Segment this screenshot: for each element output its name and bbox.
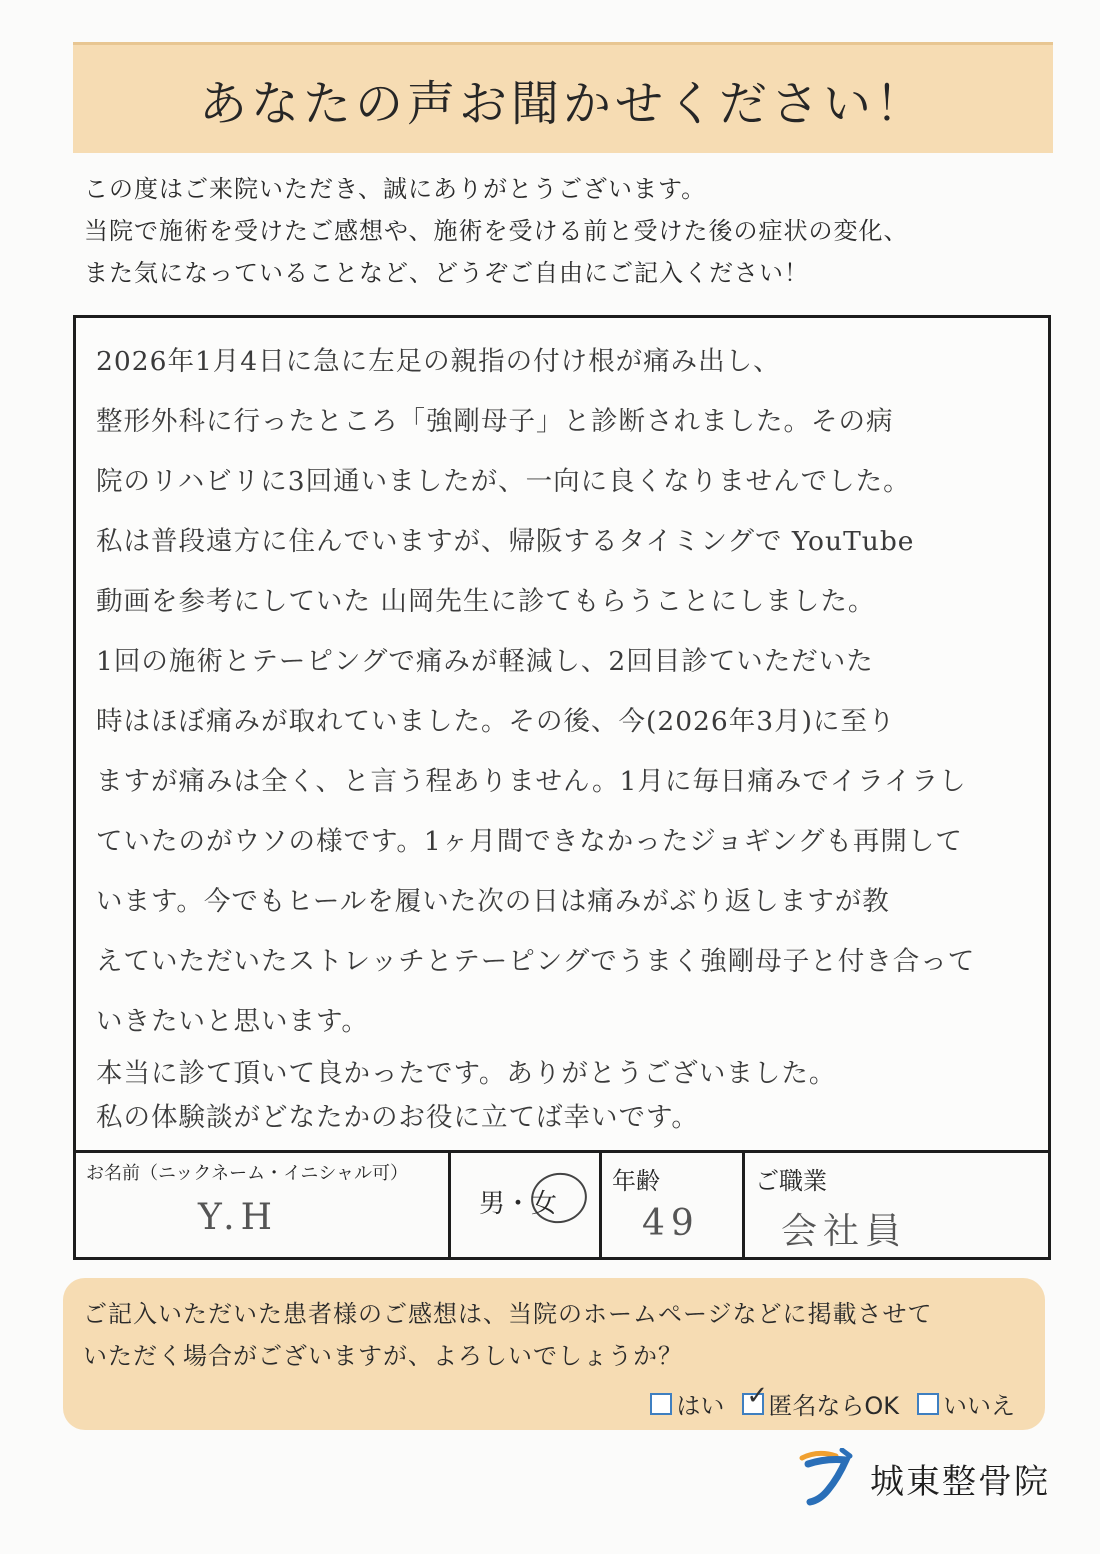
option-anonymous-ok[interactable] — [742, 1380, 899, 1421]
comment-line: ていたのがウソの様です。1ヶ月間できなかったジョギングも再開して — [96, 826, 963, 857]
consent-options — [650, 1380, 1015, 1421]
comment-line: 本当に診て頂いて良かったです。ありがとうございました。 — [96, 1058, 837, 1089]
gender-options: 男・女 — [479, 1189, 558, 1219]
comment-line: 時はほぼ痛みが取れていました。その後、今(2026年3月)に至り — [96, 706, 896, 737]
comment-line: えていただいたストレッチとテーピングでうまく強剛母子と付き合って — [96, 946, 976, 977]
consent-box — [63, 1278, 1045, 1430]
comment-line: 私の体験談がどなたかのお役に立てば幸いです。 — [96, 1102, 699, 1133]
check-mark-icon: ✓ — [746, 1380, 769, 1411]
clinic-logo-icon — [798, 1448, 856, 1508]
clinic-logo — [798, 1448, 1050, 1508]
name-label: お名前（ニックネーム・イニシャル可） — [86, 1163, 409, 1184]
gender-cell — [451, 1153, 602, 1257]
comment-line: いきたいと思います。 — [96, 1006, 369, 1037]
respondent-info-row — [73, 1151, 1051, 1260]
comment-line: います。今でもヒールを履いた次の日は痛みがぶり返しますが教 — [96, 886, 890, 917]
option-no[interactable] — [917, 1386, 1015, 1421]
page-title: あなたの声お聞かせください！ — [198, 75, 927, 132]
comment-line: 2026年1月4日に急に左足の親指の付け根が痛み出し、 — [96, 346, 781, 377]
occupation-cell — [745, 1153, 1048, 1257]
option-yes-label: はい — [676, 1392, 725, 1420]
occupation-label: ご職業 — [755, 1167, 827, 1195]
comment-line: 整形外科に行ったところ「強剛母子」と診断されました。その病 — [96, 406, 894, 437]
option-anonymous-ok-label: 匿名ならOK — [768, 1392, 899, 1420]
clinic-name: 城東整骨院 — [870, 1461, 1050, 1502]
comment-line: 1回の施術とテーピングで痛みが軽減し、2回目診ていただいた — [96, 646, 874, 677]
intro-line: また気になっていることなど、どうぞご自由にご記入ください！ — [84, 259, 809, 287]
name-value: Y.H — [198, 1197, 278, 1238]
age-cell — [602, 1153, 745, 1257]
consent-question-line: ご記入いただいた患者様のご感想は、当院のホームページなどに掲載させて — [83, 1300, 933, 1328]
intro-text — [84, 168, 1044, 294]
comment-line: 動画を参考にしていた 山岡先生に診てもらうことにしました。 — [96, 586, 876, 617]
option-no-label: いいえ — [943, 1392, 1015, 1420]
title-banner — [73, 42, 1053, 153]
comment-line: ますが痛みは全く、と言う程ありません。1月に毎日痛みでイライラし — [96, 766, 967, 797]
checkbox-no[interactable] — [917, 1393, 939, 1415]
checkbox-anonymous-ok[interactable] — [742, 1380, 769, 1415]
option-yes[interactable] — [650, 1386, 724, 1421]
comment-box — [73, 315, 1051, 1153]
name-cell — [76, 1153, 451, 1257]
intro-line: この度はご来院いただき、誠にありがとうございます。 — [84, 175, 707, 203]
occupation-value: 会社員 — [781, 1211, 908, 1252]
age-label: 年齢 — [612, 1167, 660, 1195]
age-value: 49 — [642, 1203, 700, 1244]
checkbox-yes[interactable] — [650, 1393, 672, 1415]
consent-question-line: いただく場合がございますが、よろしいでしょうか？ — [83, 1342, 683, 1370]
comment-line: 院のリハビリに3回通いましたが、一向に良くなりませんでした。 — [96, 466, 911, 497]
intro-line: 当院で施術を受けたご感想や、施術を受ける前と受けた後の症状の変化、 — [84, 217, 909, 245]
comment-line: 私は普段遠方に住んでいますが、帰阪するタイミングで YouTube — [96, 526, 915, 557]
